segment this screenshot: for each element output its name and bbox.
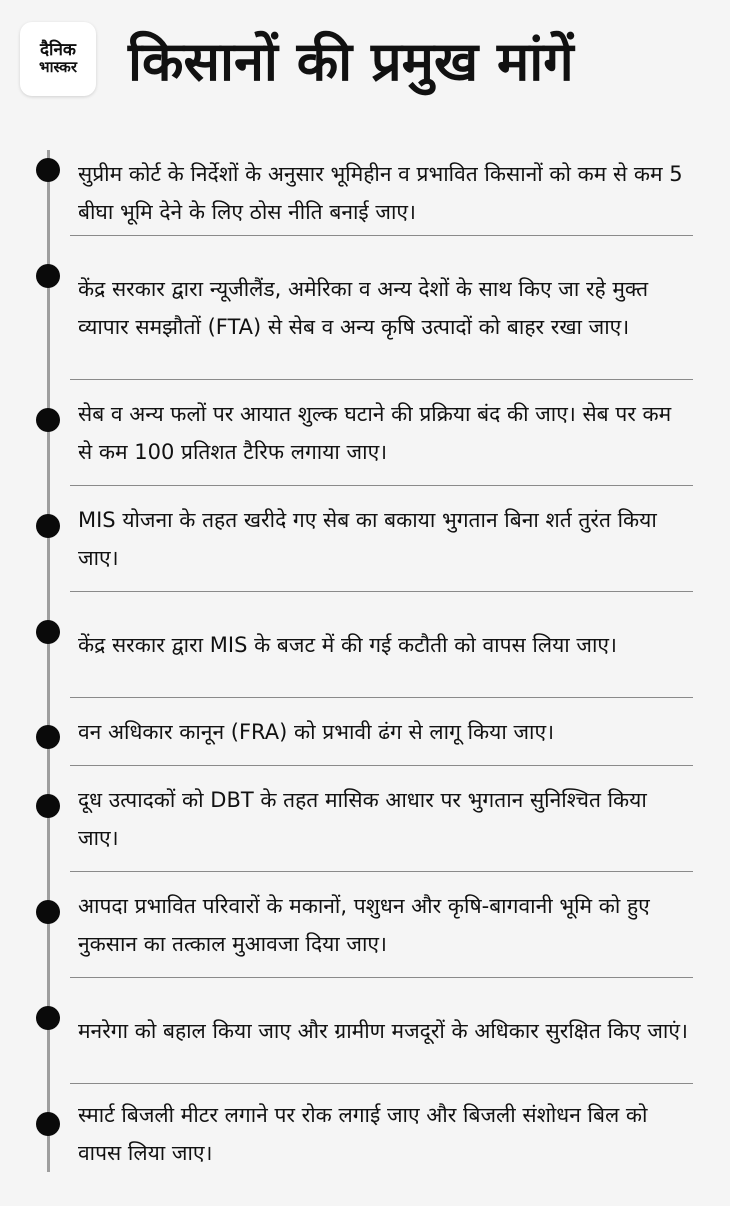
demand-text: सेब व अन्य फलों पर आयात शुल्क घटाने की प्रक्रिया बंद की जाए। सेब पर कम से कम 100 प्रतिशत टैरिफ लगाया जाए। bbox=[78, 401, 672, 464]
bullet-icon bbox=[36, 794, 60, 818]
list-item bbox=[70, 698, 693, 766]
bullet-icon bbox=[36, 900, 60, 924]
page-title: किसानों की प्रमुख मांगें bbox=[128, 30, 574, 93]
demand-text: दूध उत्पादकों को DBT के तहत मासिक आधार पर भुगतान सुनिश्चित किया जाए। bbox=[78, 787, 647, 850]
bullet-icon bbox=[36, 408, 60, 432]
bullet-icon bbox=[36, 158, 60, 182]
demand-text: केंद्र सरकार द्वारा MIS के बजट में की गई कटौती को वापस लिया जाए। bbox=[78, 632, 617, 657]
bullet-icon bbox=[36, 1112, 60, 1136]
header bbox=[0, 0, 730, 130]
list-item bbox=[70, 872, 693, 978]
demand-text: मनरेगा को बहाल किया जाए और ग्रामीण मजदूरों के अधिकार सुरक्षित किए जाएं। bbox=[78, 1018, 688, 1043]
demand-text: MIS योजना के तहत खरीदे गए सेब का बकाया भुगतान बिना शर्त तुरंत किया जाए। bbox=[78, 507, 657, 570]
list-item bbox=[70, 1084, 693, 1184]
list-item bbox=[70, 766, 693, 872]
list-item bbox=[70, 150, 693, 236]
list-item bbox=[70, 486, 693, 592]
demand-text: वन अधिकार कानून (FRA) को प्रभावी ढंग से लागू किया जाए। bbox=[78, 719, 555, 744]
list-item bbox=[70, 380, 693, 486]
bullet-icon bbox=[36, 725, 60, 749]
list-item bbox=[70, 236, 693, 380]
demand-text: स्मार्ट बिजली मीटर लगाने पर रोक लगाई जाए और बिजली संशोधन बिल को वापस लिया जाए। bbox=[78, 1103, 648, 1165]
bullet-icon bbox=[36, 264, 60, 288]
list-item bbox=[70, 592, 693, 698]
dainik-bhaskar-logo bbox=[20, 22, 96, 96]
bullet-icon bbox=[36, 514, 60, 538]
demand-text: सुप्रीम कोर्ट के निर्देशों के अनुसार भूमिहीन व प्रभावित किसानों को कम से कम 5 बीघा भूमि देने के लिए ठोस नीति बनाई जाए। bbox=[78, 161, 683, 224]
bullet-icon bbox=[36, 620, 60, 644]
demand-text: आपदा प्रभावित परिवारों के मकानों, पशुधन और कृषि-बागवानी भूमि को हुए नुकसान का तत्काल मुआवजा दिया जाए। bbox=[78, 893, 650, 956]
demand-text: केंद्र सरकार द्वारा न्यूजीलैंड, अमेरिका व अन्य देशों के साथ किए जा रहे मुक्त व्यापार समझौतों (FTA) से सेब व अन्य कृषि उत्पादों को बाहर रखा जाए। bbox=[78, 276, 649, 339]
list-item bbox=[70, 978, 693, 1084]
logo-line-2: भास्कर bbox=[39, 58, 77, 77]
logo-line-1: दैनिक bbox=[40, 40, 76, 61]
bullet-icon bbox=[36, 1006, 60, 1030]
